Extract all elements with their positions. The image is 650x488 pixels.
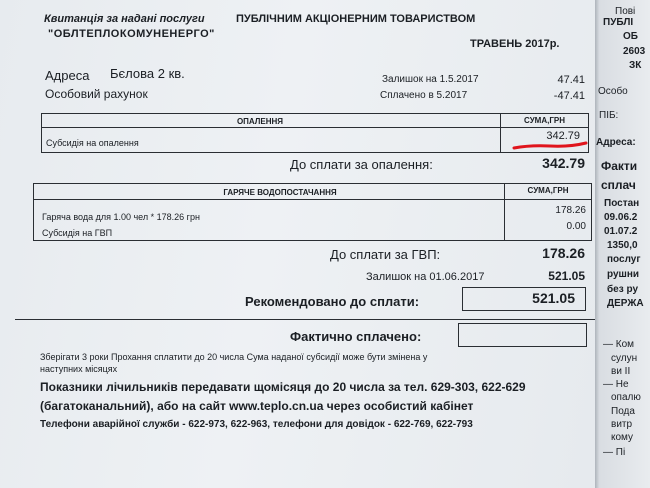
side-line: кому (611, 432, 634, 443)
remaining-label: Залишок на 1.5.2017 (382, 74, 479, 85)
remaining-next-label: Залишок на 01.06.2017 (366, 271, 485, 283)
paid-value: -47.41 (553, 90, 585, 102)
paid-label: Сплачено в 5.2017 (380, 90, 468, 101)
side-line: 09.06.2 (604, 212, 638, 223)
account-label: Особовий рахунок (45, 87, 148, 101)
side-line: опалю (611, 392, 641, 403)
storage-note-line1: Зберігати 3 роки Прохання сплатити до 20 числа Сума наданої субсидії може бути змінена у (40, 352, 428, 362)
recommended-label: Рекомендовано до сплати: (245, 294, 420, 309)
heating-table-column-divider (500, 114, 501, 152)
side-line: ЗК (629, 60, 642, 71)
side-line: Пові (615, 6, 636, 17)
adjacent-page-strip (595, 0, 650, 488)
storage-note-line2: наступних місяцях (40, 364, 118, 374)
heating-header-service: ОПАЛЕННЯ (236, 117, 284, 126)
heating-subsidy-label: Субсидія на опалення (46, 138, 139, 148)
heating-subsidy-value: 342.79 (546, 130, 580, 142)
side-line: 1350,0 (607, 240, 638, 251)
hot-water-table-divider (34, 199, 591, 200)
remaining-value: 47.41 (557, 74, 585, 86)
actually-paid-label: Фактично сплачено: (290, 329, 422, 344)
meters-note-line1: Показники лічильників передавати щомісяця до 20 числа за тел. 629-303, 622-629 (40, 380, 526, 394)
remaining-next-value: 521.05 (548, 269, 585, 283)
phones-line: Телефони аварійної служби - 622-973, 622-963, телефони для довідок - 622-769, 622-793 (40, 419, 473, 430)
side-line: без ру (607, 284, 639, 295)
hot-water-total-label: До сплати за ГВП: (330, 247, 441, 262)
hot-water-subsidy-value: 0.00 (566, 221, 586, 232)
side-line: сплач (601, 178, 636, 192)
billing-period: ТРАВЕНЬ 2017р. (470, 38, 560, 50)
side-line: Пода (611, 406, 635, 417)
side-line: 2603 (623, 46, 646, 57)
side-line: ОБ (623, 31, 638, 42)
red-underline-mark (510, 140, 590, 152)
side-line: ПУБЛІ (603, 17, 634, 28)
side-line: ви ІІ (611, 366, 631, 377)
side-line: Особо (598, 86, 628, 97)
side-line: ДЕРЖА (607, 298, 644, 309)
address-value: Бєлова 2 кв. (110, 66, 185, 81)
side-line: Факти (601, 159, 638, 173)
heating-table-divider (42, 127, 588, 128)
address-label: Адреса (45, 68, 90, 83)
side-line: послуг (607, 254, 641, 265)
side-line: Адреса: (596, 137, 636, 148)
heating-total-label: До сплати за опалення: (290, 157, 433, 172)
side-line: витр (611, 419, 633, 430)
receipt-title: Квитанція за надані послуги (44, 13, 205, 25)
hot-water-total-value: 178.26 (542, 245, 585, 261)
hot-water-row-label: Гаряча вода для 1.00 чел * 178.26 грн (42, 212, 200, 222)
company-name-line2: "ОБЛТЕПЛОКОМУНЕНЕРГО" (48, 28, 215, 40)
recommended-value: 521.05 (532, 290, 575, 306)
side-line: ПІБ: (599, 110, 619, 121)
company-name-line1: ПУБЛІЧНИМ АКЦІОНЕРНИМ ТОВАРИСТВОМ (236, 13, 476, 25)
heating-total-value: 342.79 (542, 155, 585, 171)
hot-water-subsidy-label: Субсидія на ГВП (42, 228, 113, 238)
side-line: — Пі (603, 447, 626, 458)
side-line: — Ком (603, 339, 635, 350)
side-line: сулун (611, 353, 638, 364)
hot-water-table-column-divider (504, 184, 505, 240)
side-line: Постан (604, 198, 640, 209)
heating-header-sum: СУМА,ГРН (524, 116, 565, 125)
actually-paid-box[interactable] (458, 323, 587, 347)
meters-note-line2: (багатоканальний), або на сайт www.teplo.cn.ua через особистий кабінет (40, 399, 474, 413)
side-line: рушни (607, 269, 640, 280)
hot-water-header-sum: СУМА,ГРН (527, 186, 569, 195)
side-line: — Не (603, 379, 629, 390)
section-separator (15, 319, 595, 320)
side-line: 01.07.2 (604, 226, 638, 237)
hot-water-row-value: 178.26 (555, 205, 586, 216)
hot-water-header-service: ГАРЯЧЕ ВОДОПОСТАЧАННЯ (223, 188, 337, 197)
